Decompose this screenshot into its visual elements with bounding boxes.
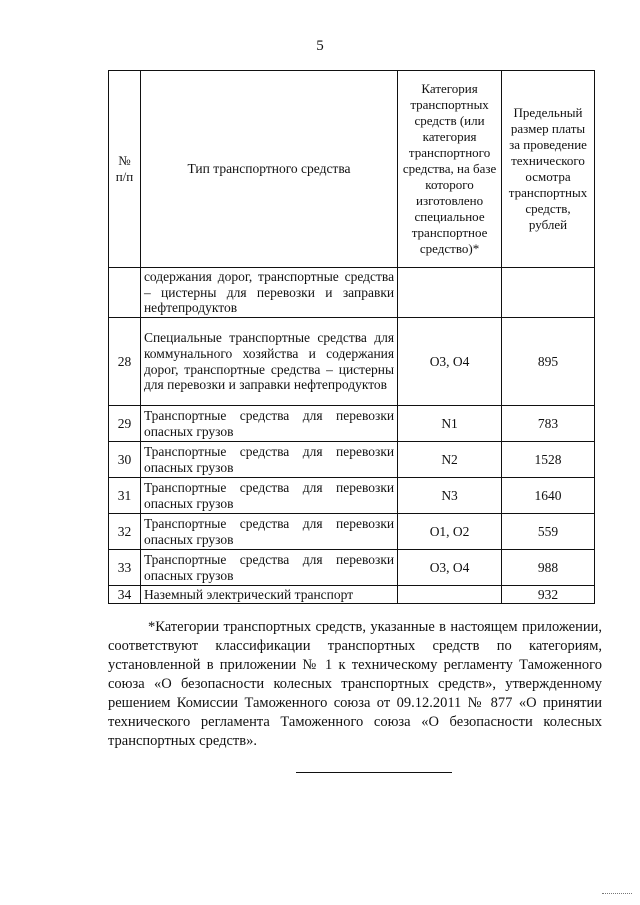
- cell-type: Транспортные средства для перевозки опасных грузов: [140, 478, 397, 514]
- cell-number: 28: [109, 318, 141, 406]
- cell-fee: 988: [502, 550, 595, 586]
- cell-fee: [502, 268, 595, 318]
- cell-fee: 895: [502, 318, 595, 406]
- cell-fee: 1640: [502, 478, 595, 514]
- cell-number: 33: [109, 550, 141, 586]
- cell-category: [398, 586, 502, 604]
- table-row: [109, 442, 595, 478]
- page-number: 5: [316, 38, 324, 54]
- cell-number: 31: [109, 478, 141, 514]
- header-row: [109, 71, 595, 268]
- header-type: Тип транспортного средства: [140, 71, 397, 268]
- cell-category: O3, O4: [398, 318, 502, 406]
- corner-mark: [602, 893, 632, 894]
- cell-category: N2: [398, 442, 502, 478]
- fee-table: [108, 70, 595, 604]
- cell-category: [398, 268, 502, 318]
- table-row: [109, 586, 595, 604]
- cell-number: 34: [109, 586, 141, 604]
- header-fee: Предельный размер платы за проведение технического осмотра транспортных средств, рублей: [502, 71, 595, 268]
- cell-category: N1: [398, 406, 502, 442]
- table-row: [109, 478, 595, 514]
- signature-line: [296, 772, 452, 773]
- cell-category: O3, O4: [398, 550, 502, 586]
- cell-number: [109, 268, 141, 318]
- cell-type: Наземный электрический транспорт: [140, 586, 397, 604]
- cell-number: 30: [109, 442, 141, 478]
- header-category: Категория транспортных средств (или категория транспортного средства, на базе которого изготовлено специальное транспортное средство)*: [398, 71, 502, 268]
- table-row: [109, 514, 595, 550]
- cell-category: O1, O2: [398, 514, 502, 550]
- cell-category: N3: [398, 478, 502, 514]
- table-row: [109, 406, 595, 442]
- cell-fee: 932: [502, 586, 595, 604]
- table-row-continuation: [109, 268, 595, 318]
- header-number: № п/п: [109, 71, 141, 268]
- footnote: *Категории транспортных средств, указанные в настоящем приложении, соответствуют классификации транспортных средств по категориям, установленной в приложении № 1 к техническому регламенту Таможенного союза «О безопасности колесных транспортных средств», утвержденному решением Комиссии Таможенного союза от 09.12.2011 № 877 «О принятии технического регламента Таможенного союза «О безопасности колесных транспортных средств».: [108, 619, 602, 749]
- cell-type: Транспортные средства для перевозки опасных грузов: [140, 550, 397, 586]
- cell-fee: 559: [502, 514, 595, 550]
- cell-number: 32: [109, 514, 141, 550]
- table-row: [109, 318, 595, 406]
- cell-fee: 783: [502, 406, 595, 442]
- table-row: [109, 550, 595, 586]
- cell-type: Специальные транспортные средства для коммунального хозяйства и содержания дорог, транспортные средства – цистерны для перевозки и заправки нефтепродуктов: [140, 318, 397, 406]
- cell-type: содержания дорог, транспортные средства – цистерны для перевозки и заправки нефтепродуктов: [140, 268, 397, 318]
- cell-fee: 1528: [502, 442, 595, 478]
- cell-type: Транспортные средства для перевозки опасных грузов: [140, 406, 397, 442]
- cell-type: Транспортные средства для перевозки опасных грузов: [140, 514, 397, 550]
- cell-number: 29: [109, 406, 141, 442]
- cell-type: Транспортные средства для перевозки опасных грузов: [140, 442, 397, 478]
